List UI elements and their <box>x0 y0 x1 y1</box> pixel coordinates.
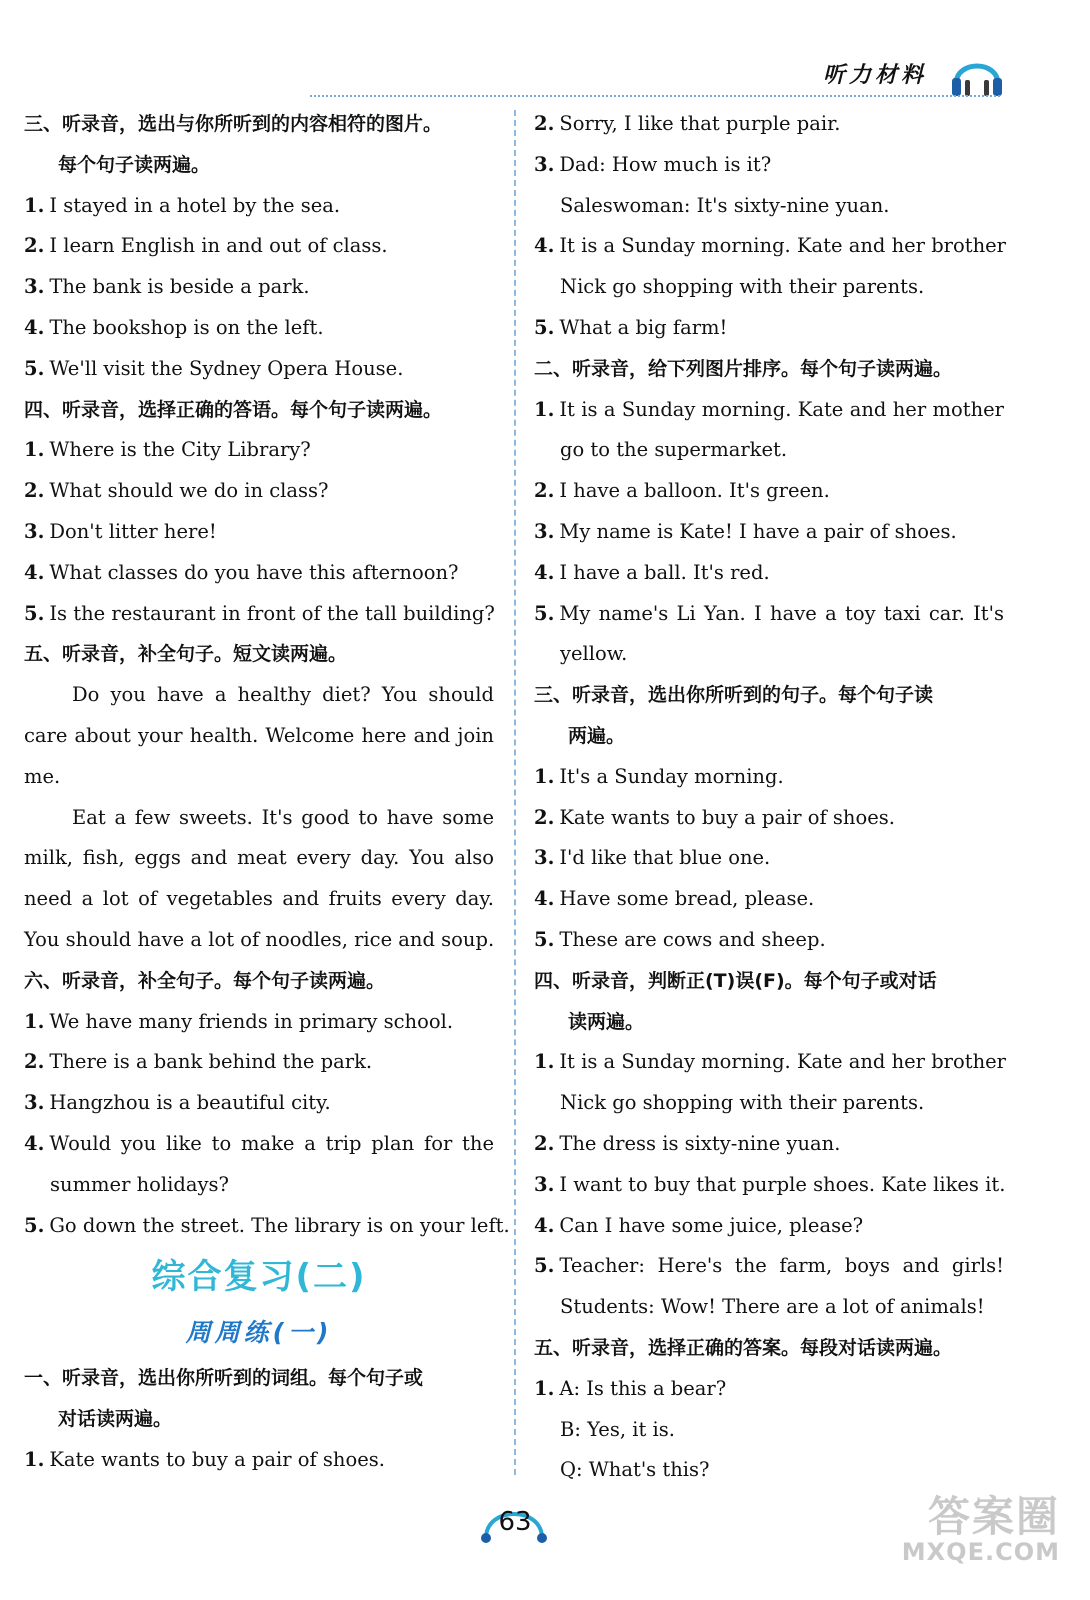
paragraph-line: need a lot of vegetables and fruits every day. <box>24 887 494 911</box>
list-item: 3. Don't litter here! <box>24 519 217 543</box>
list-item: 5. We'll visit the Sydney Opera House. <box>24 356 404 380</box>
list-item: 2. Sorry, I like that purple pair. <box>534 112 841 135</box>
list-item: 4. I have a ball. It's red. <box>534 560 770 584</box>
paragraph-line: You should have a lot of noodles, rice and soup. <box>24 927 495 951</box>
list-item: 3. Hangzhou is a beautiful city. <box>24 1091 331 1115</box>
list-item: 2. What should we do in class? <box>24 479 329 503</box>
list-item: 1. Where is the City Library? <box>24 438 311 462</box>
watermark-url: MXQE.COM <box>901 1538 1060 1566</box>
list-item: 1. It is a Sunday morning. Kate and her mother <box>534 397 1004 421</box>
list-item: 4. What classes do you have this afternoon? <box>24 560 459 584</box>
column-divider <box>514 110 516 1475</box>
right-column <box>534 104 1007 1491</box>
list-item: 3. I want to buy that purple shoes. Kate likes it. <box>534 1172 1006 1196</box>
paragraph-line: me. <box>24 764 61 788</box>
review-title: 综合复习(二) <box>151 1257 367 1298</box>
list-item: 2. Kate wants to buy a pair of shoes. <box>534 805 895 829</box>
paragraph-line: Eat a few sweets. It's good to have some <box>72 805 494 829</box>
list-item: 4. Have some bread, please. <box>534 887 815 911</box>
list-item: 5. These are cows and sheep. <box>534 927 826 951</box>
header-dotted-line <box>310 95 1000 97</box>
watermark <box>892 1494 1060 1564</box>
list-item: 5. Teacher: Here's the farm, boys and girls! <box>534 1254 1004 1278</box>
section-heading: 四、听录音，判断正(T)误(F)。每个句子或对话 <box>534 969 937 992</box>
list-item: 5. My name's Li Yan. I have a toy taxi car. It's <box>534 601 1004 625</box>
list-item: 2. There is a bank behind the park. <box>24 1050 373 1074</box>
section-heading: 二、听录音，给下列图片排序。每个句子读两遍。 <box>534 357 953 380</box>
list-item: 4. Can I have some juice, please? <box>534 1213 864 1237</box>
section-heading-cont: 读两遍。 <box>568 1010 645 1033</box>
section-heading: 六、听录音，补全句子。每个句子读两遍。 <box>24 969 386 992</box>
list-item: 5. Go down the street. The library is on your left. <box>24 1213 510 1237</box>
section-heading-cont: 每个句子读两遍。 <box>58 153 211 176</box>
list-item: 1. We have many friends in primary school. <box>24 1009 454 1033</box>
section-heading: 五、听录音，补全句子。短文读两遍。 <box>24 643 348 666</box>
section-heading-cont: 对话读两遍。 <box>58 1408 173 1431</box>
list-item-cont: B: Yes, it is. <box>560 1417 675 1441</box>
list-item: 4. It is a Sunday morning. Kate and her brother <box>534 234 1007 258</box>
list-item-cont: go to the supermarket. <box>560 438 788 462</box>
list-item: 4. The bookshop is on the left. <box>24 315 324 339</box>
headphones-icon <box>950 50 1004 100</box>
list-item: 1. It's a Sunday morning. <box>534 764 784 788</box>
week-title: 周周练(一) <box>185 1318 333 1348</box>
watermark-logo-text: 答案圈 <box>927 1492 1060 1541</box>
section-heading: 三、听录音，选出与你所听到的内容相符的图片。 <box>24 113 443 135</box>
list-item: 2. I learn English in and out of class. <box>24 234 388 258</box>
list-item-cont: Q: What's this? <box>560 1458 710 1482</box>
paragraph-line: milk, fish, eggs and meat every day. You also <box>24 846 494 870</box>
list-item: 1. A: Is this a bear? <box>534 1376 727 1400</box>
list-item: 2. The dress is sixty-nine yuan. <box>534 1131 841 1155</box>
list-item: 1. It is a Sunday morning. Kate and her brother <box>534 1050 1007 1074</box>
section-heading: 三、听录音，选出你所听到的句子。每个句子读 <box>534 684 934 707</box>
header-title: 听力材料 <box>822 63 927 88</box>
section-heading: 四、听录音，选择正确的答语。每个句子读两遍。 <box>24 398 443 421</box>
left-column <box>24 104 510 1481</box>
list-item: 5. What a big farm! <box>534 315 728 339</box>
page-header <box>0 50 1090 110</box>
list-item: 3. I'd like that blue one. <box>534 846 771 870</box>
list-item-cont: summer holidays? <box>50 1172 229 1196</box>
section-heading-cont: 两遍。 <box>568 724 626 747</box>
list-item-cont: yellow. <box>560 642 628 666</box>
list-item: 3. Dad: How much is it? <box>534 152 772 176</box>
list-item: 3. The bank is beside a park. <box>24 275 310 299</box>
list-item: 2. I have a balloon. It's green. <box>534 479 830 503</box>
list-item-cont: Saleswoman: It's sixty-nine yuan. <box>560 193 890 217</box>
list-item: 1. I stayed in a hotel by the sea. <box>24 193 341 217</box>
page-number: 63 <box>498 1507 532 1537</box>
section-heading: 五、听录音，选择正确的答案。每段对话读两遍。 <box>534 1336 953 1359</box>
list-item: 1. Kate wants to buy a pair of shoes. <box>24 1447 385 1471</box>
list-item-cont: Nick go shopping with their parents. <box>560 1091 925 1115</box>
list-item-cont: Nick go shopping with their parents. <box>560 275 925 299</box>
list-item: 3. My name is Kate! I have a pair of shoes. <box>534 519 957 543</box>
section-heading: 一、听录音，选出你所听到的词组。每个句子或 <box>24 1367 424 1390</box>
paragraph-line: Do you have a healthy diet? You should <box>72 683 494 707</box>
paragraph-line: care about your health. Welcome here and join <box>24 723 494 747</box>
list-item: 4. Would you like to make a trip plan for the <box>24 1131 494 1155</box>
list-item-cont: Students: Wow! There are a lot of animals! <box>560 1295 985 1319</box>
list-item: 5. Is the restaurant in front of the tall building? <box>24 601 495 625</box>
